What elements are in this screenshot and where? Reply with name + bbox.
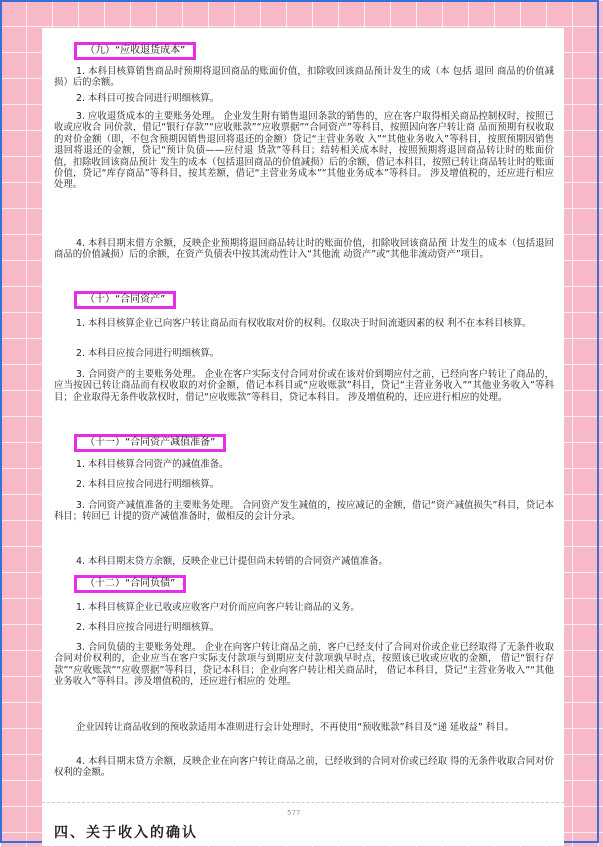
section-heading-12: （十二）“合同负债” [74, 575, 186, 593]
section-heading-9: （九）“应收退货成本” [74, 42, 196, 60]
paragraph: 3. 应收退货成本的主要账务处理。 企业发生附有销售退回条款的销售的，应在客户取得相关商品控制权时，按照已收或应收合 同价款，借记“银行存款”“应收账款”“应收票据”“合同资产”等科目，按照因向客户转让商 品而预期有权收取的对价金额（即，不包含预期因销售退回将退还的金额）贷记“主营业务收 入”“其他业务收入”等科目，按照预期因销售退回将退还的金额，贷记“预计负债——应付退 货款”等科目；结转相关成本时，按照预期将退回商品转让时的账面价值，扣除收回该商品预计 发生的成本（包括退回商品的价值减损）后的余额，借记本科目，按照已转让商品转让时的账面 价值，贷记“库存商品”等科目，按其差额，借记“主营业务成本”“其他业务成本”等科目。 涉及增值税的，还应进行相应处理。 [54, 111, 554, 191]
paragraph: 1. 本科目核算企业已收或应收客户对价而应向客户转让商品的义务。 [76, 602, 360, 613]
paragraph: 3. 合同负债的主要账务处理。 企业在向客户转让商品之前，客户已经支付了合同对价或企业已经取得了无条件收取合同对价权利的，企业应当在客户实际支付款项与到期应支付款项孰早时点，按照该已收或应收的金额， 借记“银行存款”“应收账款”“应收票据”等科目，贷记本科目；企业向客户转让相关商品时， 借记本科目，贷记“主营业务收入”“其他业务收入”等科目。涉及增值税的，还应进行相应的 处理。 [54, 642, 554, 688]
next-section-heading: 四、关于收入的确认 [54, 825, 198, 841]
paragraph: 2. 本科目应按合同进行明细核算。 [76, 348, 220, 359]
section-heading-10: （十）“合同资产” [74, 291, 176, 309]
paragraph: 4. 本科目期末贷方余额，反映企业已计提但尚未转销的合同资产减值准备。 [76, 556, 388, 567]
paragraph: 2. 本科目应按合同进行明细核算。 [76, 479, 220, 490]
paragraph: 1. 本科目核算销售商品时预期将退回商品的账面价值，扣除收回该商品预计发生的成（本 包括 退回 商品的价值减损）后的余额。 [54, 66, 554, 89]
paragraph: 2. 本科目应按合同进行明细核算。 [76, 622, 220, 633]
document-page [42, 28, 564, 846]
page-divider [42, 802, 564, 803]
page-number: 577 [287, 809, 301, 817]
paragraph: 3. 合同资产的主要账务处理。 企业在客户实际支付合同对价或在该对价到期应付之前，已经向客户转让了商品的，应当按因已转让商品而有权收取的对价金额，借记本科目或“应收账款”科目，贷记“主营业务收入”“其他业务收入”等科目；企业取得无条件收款权时，借记“应收账款”等科目，贷记本科目。 涉及增值税的，还应进行相应的处理。 [54, 369, 554, 403]
paragraph: 4. 本科目期末贷方余额，反映企业在向客户转让商品之前，已经收到的合同对价或已经取 得的无条件收取合同对价权利的金额。 [54, 756, 554, 779]
paragraph: 企业因转让商品收到的预收款适用本准则进行会计处理时，不再使用“预收账款”科目及“递 延收益” 科目。 [76, 722, 514, 733]
paragraph: 1. 本科目核算企业已向客户转让商品而有权收取对价的权利。仅取决于时间流逝因素的权 利不在本科目核算。 [76, 318, 532, 329]
paragraph: 4. 本科目期末借方余额，反映企业预期将退回商品转让时的账面价值，扣除收回该商品预 计发生的成本（包括退回商品的价值减损）后的余额，在资产负债表中按其流动性计入“其他流 动资产”或“其他非流动资产”项目。 [54, 238, 554, 261]
paragraph: 1. 本科目核算合同资产的减值准备。 [76, 459, 229, 470]
section-heading-11: （十一）“合同资产减值准备” [74, 434, 226, 452]
paragraph: 2. 本科目可按合同进行明细核算。 [76, 93, 220, 104]
paragraph: 3. 合同资产减值准备的主要账务处理。 合同资产发生减值的，按应减记的金额，借记“资产减值损失”科目，贷记本科目；转回已 计提的资产减值准备时，做相反的会计分录。 [54, 500, 554, 523]
